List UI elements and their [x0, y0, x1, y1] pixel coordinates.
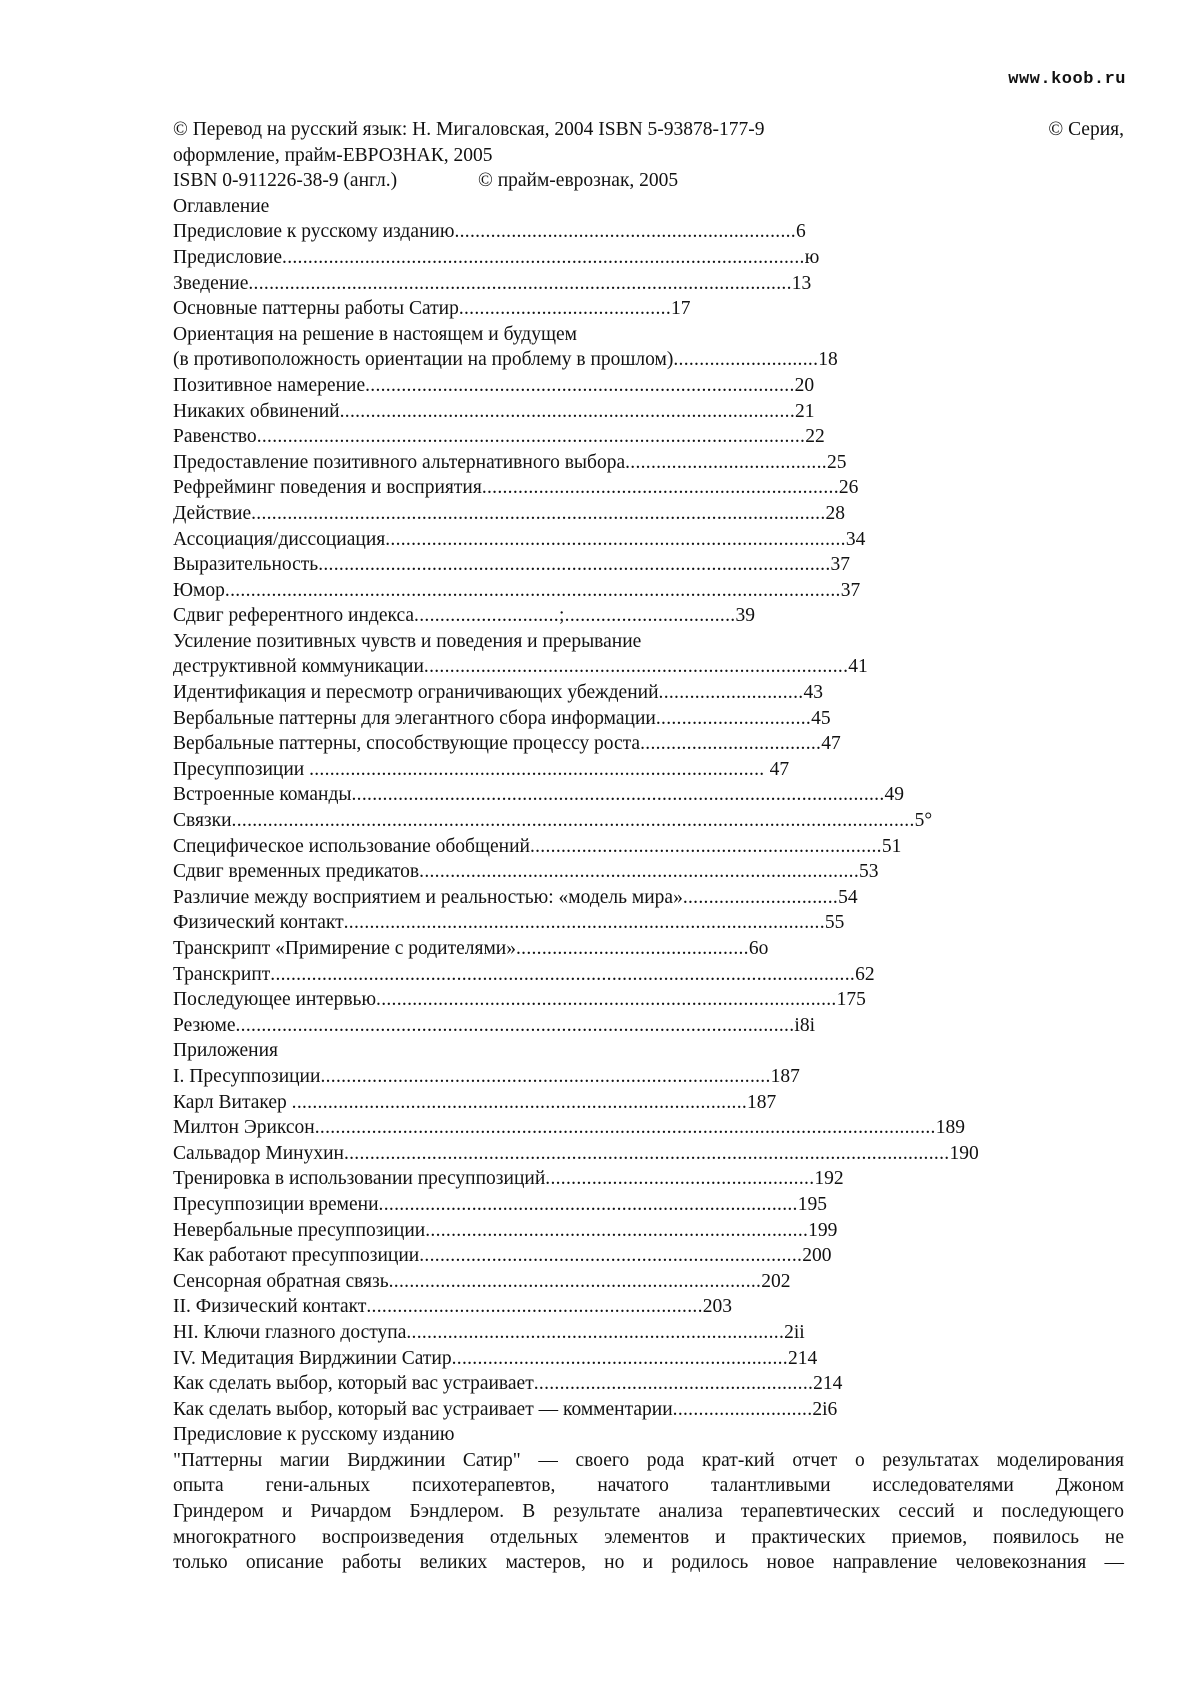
- toc-entry-title: Сенсорная обратная связь: [173, 1270, 389, 1292]
- toc-entry-page: 47: [821, 733, 841, 755]
- copyright-series: © Серия,: [1048, 119, 1124, 140]
- toc-entry-title: Как сделать выбор, который вас устраивает: [173, 1373, 534, 1395]
- toc-entry: [173, 527, 1124, 553]
- toc-entry-page: 175: [836, 989, 866, 1011]
- toc-entry-leader: ............................................................................................................: [235, 1014, 795, 1036]
- toc-entry: [173, 296, 1124, 322]
- toc-entry-title: деструктивной коммуникации: [173, 656, 424, 678]
- toc-entry: [173, 936, 1124, 962]
- toc-entry: [173, 1243, 1124, 1269]
- toc-entry-title: Различие между восприятием и реальностью: «модель мира»: [173, 886, 683, 908]
- toc-entry-title: Предоставление позитивного альтернативного выбора: [173, 451, 626, 473]
- preface-heading: Предисловие к русскому изданию: [173, 1424, 455, 1446]
- toc-entry: [173, 680, 1124, 706]
- toc-entry: [173, 1269, 1124, 1295]
- copyright-translation: © Перевод на русский язык: Н. Мигаловская, 2004 ISBN 5-93878-177-9: [173, 119, 765, 140]
- toc-entry-title: Транскрипт «Примирение с родителями»: [173, 938, 516, 959]
- toc-entry-page: 37: [840, 579, 861, 601]
- toc-entry-page: 6о: [748, 938, 769, 959]
- toc-entry-leader: ...................................................................................................: [318, 554, 831, 576]
- toc-entry: [173, 603, 1124, 629]
- toc-entry-leader: ....................................................................: [529, 835, 882, 857]
- toc-entry: [173, 757, 1124, 783]
- toc-entry-page: 5°: [914, 810, 933, 832]
- toc-entry-leader: ...................................................................................: [365, 374, 795, 396]
- toc-entry-leader: .........................................................................: [406, 1321, 785, 1343]
- copyright-line: [173, 117, 1124, 143]
- toc-entry: [173, 245, 1124, 271]
- toc-entry-leader: ..............................: [655, 707, 812, 729]
- toc-entry-page: 6: [796, 221, 806, 243]
- toc-entry-page: 214: [787, 1347, 818, 1369]
- toc-entry-page: 2i6: [812, 1398, 838, 1420]
- toc-entry-leader: ...................................: [640, 733, 822, 755]
- toc-entry: [173, 1115, 1124, 1141]
- toc-entry-leader: .......................................................................................: [320, 1065, 771, 1087]
- toc-entry: [173, 424, 1124, 450]
- toc-entry-leader: .....................................................................................: [419, 861, 860, 883]
- toc-entry-title: Усиление позитивных чувств и поведения и прерывание: [173, 630, 642, 652]
- toc-entry: [173, 1294, 1124, 1320]
- toc-heading: Оглавление: [173, 195, 270, 217]
- toc-entry: [173, 373, 1124, 399]
- toc-entry: [173, 475, 1124, 501]
- toc-entry-page: 34: [845, 528, 866, 550]
- toc-entry-leader: ............................;.................................: [414, 605, 736, 627]
- toc-entry-leader: .......................................................................................................: [351, 784, 885, 806]
- toc-entry-page: 55: [824, 912, 845, 934]
- toc-entry-page: 187: [747, 1091, 777, 1113]
- toc-entry-title: Транскрипт: [173, 963, 271, 985]
- toc-entry-page: 37: [830, 554, 851, 576]
- toc-entry: [173, 962, 1124, 988]
- toc-entry: [173, 731, 1124, 757]
- isbn-line: [173, 168, 1124, 194]
- toc-entry-leader: ........................................................................: [388, 1270, 762, 1292]
- toc-entry-page: 192: [814, 1168, 844, 1190]
- toc-entry-page: 39: [735, 605, 755, 627]
- toc-entry-leader: ......................................................: [533, 1373, 814, 1395]
- toc-entry: [173, 834, 1124, 860]
- toc-entry-page: 22: [805, 426, 825, 448]
- toc-entry-title: Действие: [173, 502, 252, 524]
- toc-entry: [173, 552, 1124, 578]
- toc-entry: [173, 1141, 1124, 1167]
- preface-line: опыта гени-альных психотерапевтов, начатого талантливыми исследователями Джоном: [173, 1475, 1124, 1497]
- toc-entry-page: 13: [791, 272, 812, 294]
- toc-entry: [173, 271, 1124, 297]
- toc-entry-leader: .......................................................................................................................: [224, 579, 841, 601]
- toc-entry-leader: ........................................................................................: [291, 1091, 748, 1113]
- toc-entry-leader: .....................................................................................................................: [343, 1142, 950, 1164]
- toc-entry: [173, 808, 1124, 834]
- toc-entry-title: Зведение: [173, 272, 249, 294]
- toc-entry-page: 47: [769, 758, 790, 780]
- copyright-publisher: © прайм-еврознак, 2005: [478, 170, 679, 192]
- toc-entry-title: Последующее интервью: [173, 989, 377, 1011]
- toc-entry-leader: .................................................................................: [378, 1193, 798, 1215]
- toc-entry-leader: .........................................................................................................: [248, 272, 792, 294]
- toc-entry-title: Милтон Эриксон: [173, 1117, 315, 1139]
- toc-entry-page: ю: [804, 246, 820, 268]
- toc-entry-title: Ассоциация/диссоциация: [173, 528, 386, 550]
- toc-entry-page: 187: [770, 1065, 800, 1087]
- toc-entry-leader: ..................................................................................: [423, 656, 849, 678]
- toc-entry-page: 203: [702, 1296, 732, 1318]
- isbn-english: ISBN 0-911226-38-9 (англ.): [173, 170, 398, 192]
- toc-entry: [173, 859, 1124, 885]
- preface-line: Гриндером и Ричардом Бэндлером. В результате анализа терапевтических сессий и последующего: [173, 1501, 1124, 1523]
- toc-entry-leader: .................................................................: [451, 1347, 788, 1369]
- toc-entry: [173, 654, 1124, 680]
- toc-entry-title: Выразительность: [173, 554, 319, 576]
- toc-entry-title: Сальвадор Минухин: [173, 1142, 344, 1164]
- toc-entry: [173, 1218, 1124, 1244]
- toc-entry-page: 43: [803, 682, 823, 704]
- toc-entry-title: Предисловие к русскому изданию: [173, 221, 455, 243]
- toc-entry-leader: .......................................: [625, 451, 827, 473]
- preface-line: многократного воспроизведения отдельных элементов и практических приемов, появилось не: [173, 1526, 1124, 1548]
- toc-entry: [173, 1166, 1124, 1192]
- toc-entry-leader: ........................................................................................................................: [314, 1117, 936, 1139]
- toc-entry: [173, 219, 1124, 245]
- toc-entry-leader: .........................................: [458, 298, 672, 320]
- toc-entry-title: Пресуппозиции времени: [173, 1193, 379, 1215]
- toc-entry-title: Равенство: [173, 426, 257, 448]
- toc-entry-page: 214: [813, 1373, 843, 1395]
- toc-entry: [173, 347, 1124, 373]
- toc-entry: [173, 399, 1124, 425]
- toc-entry: [173, 987, 1124, 1013]
- toc-entry: [173, 1371, 1124, 1397]
- toc-entry-page: 190: [949, 1142, 979, 1164]
- toc-entry: [173, 885, 1124, 911]
- toc-entry-title: Рефрейминг поведения и восприятия: [173, 477, 482, 499]
- toc-entry: [173, 910, 1124, 936]
- toc-entry: [173, 1038, 1124, 1064]
- toc-entry-page: 202: [761, 1270, 791, 1292]
- toc-entry-title: Предисловие: [173, 246, 283, 268]
- toc-entry-leader: ....................................................................................................................................: [231, 810, 915, 832]
- toc-entry-leader: .............................................................................................: [343, 912, 825, 934]
- toc-entry-page: 51: [881, 835, 902, 857]
- preface-line: только описание работы великих мастеров, но и родилось новое направление человекознания —: [173, 1552, 1124, 1574]
- toc-entry-page: 200: [802, 1245, 832, 1267]
- toc-entry-title: II. Физический контакт: [173, 1296, 367, 1318]
- toc-entry-title: Идентификация и пересмотр ограничивающих убеждений: [173, 682, 659, 704]
- toc-entry-leader: ..........................................................................................................: [256, 426, 806, 448]
- toc-entry-title: IV. Медитация Вирджинии Сатир: [173, 1347, 452, 1369]
- toc-entry-leader: ..............................: [682, 886, 839, 908]
- toc-entry-leader: ............................: [673, 349, 819, 371]
- toc-entry-title: Невербальные пресуппозиции: [173, 1219, 426, 1241]
- preface-line: "Паттерны магии Вирджинии Сатир" — своего рода крат-кий отчет о результатах моделирования: [173, 1449, 1124, 1471]
- toc-entry-page: 199: [808, 1219, 838, 1241]
- toc-entry-leader: .................................................................................................................: [270, 963, 856, 985]
- toc-entry: [173, 1320, 1124, 1346]
- toc-entry-page: 26: [838, 477, 859, 499]
- toc-entry-title: Сдвиг референтного индекса: [173, 605, 415, 627]
- toc-entry-leader: ..........................................................................: [419, 1245, 803, 1267]
- toc-entry-leader: .....................................................................: [481, 477, 839, 499]
- toc-entry-page: 28: [825, 502, 846, 524]
- toc-entry-title: Основные паттерны работы Сатир: [173, 298, 459, 320]
- toc-entry-leader: .................................................................: [366, 1296, 703, 1318]
- toc-entry-leader: ...........................: [672, 1398, 813, 1420]
- toc-entry-title: Никаких обвинений: [173, 400, 340, 422]
- toc-entry-page: 54: [838, 886, 858, 908]
- toc-entry-title: Приложения: [173, 1040, 278, 1062]
- toc-entry-title: Пресуппозиции: [173, 758, 310, 780]
- toc-entry-title: Вербальные паттерны, способствующие процессу роста: [173, 733, 641, 755]
- toc-entry-page: 45: [811, 707, 831, 729]
- toc-entry: [173, 629, 1124, 655]
- toc-entry: [173, 1013, 1124, 1039]
- toc-entry-title: Тренировка в использовании пресуппозиций: [173, 1168, 546, 1190]
- table-of-contents: [173, 219, 1124, 1422]
- toc-entry-page: 18: [818, 349, 838, 371]
- toc-entry-page: 53: [859, 861, 879, 883]
- toc-entry-page: 41: [848, 656, 868, 678]
- toc-entry: [173, 1064, 1124, 1090]
- toc-entry-title: Юмор: [173, 579, 225, 601]
- toc-entry-title: (в противоположность ориентации на проблему в прошлом): [173, 349, 674, 371]
- toc-entry-title: Вербальные паттерны для элегантного сбора информации: [173, 707, 656, 729]
- toc-entry-leader: ....................................................: [545, 1168, 815, 1190]
- toc-entry-title: Связки: [173, 810, 232, 832]
- toc-entry-page: i8i: [794, 1014, 815, 1036]
- toc-entry-page: 21: [795, 400, 815, 422]
- toc-entry: [173, 1192, 1124, 1218]
- toc-entry-leader: ............................: [658, 682, 804, 704]
- toc-entry-leader: ...............................................................................................................: [251, 502, 826, 524]
- toc-entry-title: HI. Ключи глазного доступа: [173, 1321, 407, 1343]
- toc-entry-title: I. Пресуппозиции: [173, 1065, 321, 1087]
- toc-entry-leader: ........................................................................................: [339, 400, 796, 422]
- toc-entry-title: Встроенные команды: [173, 784, 352, 806]
- toc-entry: [173, 578, 1124, 604]
- toc-entry-leader: ..........................................................................: [425, 1219, 809, 1241]
- toc-entry: [173, 1346, 1124, 1372]
- toc-entry-page: 62: [855, 963, 875, 985]
- toc-entry-leader: ..................................................................: [454, 221, 796, 243]
- toc-entry-title: Позитивное намерение: [173, 374, 366, 396]
- toc-entry-title: Специфическое использование обобщений: [173, 835, 530, 857]
- toc-entry: [173, 1397, 1124, 1423]
- toc-entry-leader: .............................................: [515, 938, 749, 959]
- toc-entry-title: Карл Витакер: [173, 1091, 292, 1113]
- toc-entry-leader: ........................................................................................: [309, 758, 770, 780]
- toc-entry: [173, 450, 1124, 476]
- toc-entry-title: Сдвиг временных предикатов: [173, 861, 420, 883]
- toc-entry: [173, 501, 1124, 527]
- toc-entry-page: 25: [826, 451, 847, 473]
- toc-entry: [173, 1090, 1124, 1116]
- toc-entry-page: 189: [935, 1117, 965, 1139]
- toc-entry-page: 17: [671, 298, 691, 320]
- toc-entry-page: 49: [884, 784, 905, 806]
- preface-body: [173, 1448, 1124, 1576]
- toc-entry: [173, 322, 1124, 348]
- toc-entry-title: Как сделать выбор, который вас устраивает — комментарии: [173, 1398, 673, 1420]
- copyright-design: оформление, прайм-ЕВРОЗНАК, 2005: [173, 144, 493, 166]
- toc-entry-title: Физический контакт: [173, 912, 344, 934]
- toc-entry-title: Резюме: [173, 1014, 236, 1036]
- toc-entry: [173, 706, 1124, 732]
- toc-entry-title: Как работают пресуппозиции: [173, 1245, 420, 1267]
- toc-entry: [173, 782, 1124, 808]
- toc-entry-page: 2ii: [784, 1321, 805, 1343]
- toc-entry-page: 20: [794, 374, 815, 396]
- toc-entry-page: 195: [797, 1193, 827, 1215]
- toc-entry-leader: .........................................................................................: [385, 528, 846, 550]
- site-url: www.koob.ru: [1008, 70, 1126, 89]
- page-content: [173, 117, 1124, 1576]
- toc-entry-leader: .....................................................................................................: [282, 246, 805, 268]
- toc-entry-leader: .........................................................................................: [376, 989, 837, 1011]
- toc-entry-title: Ориентация на решение в настоящем и будущем: [173, 323, 577, 345]
